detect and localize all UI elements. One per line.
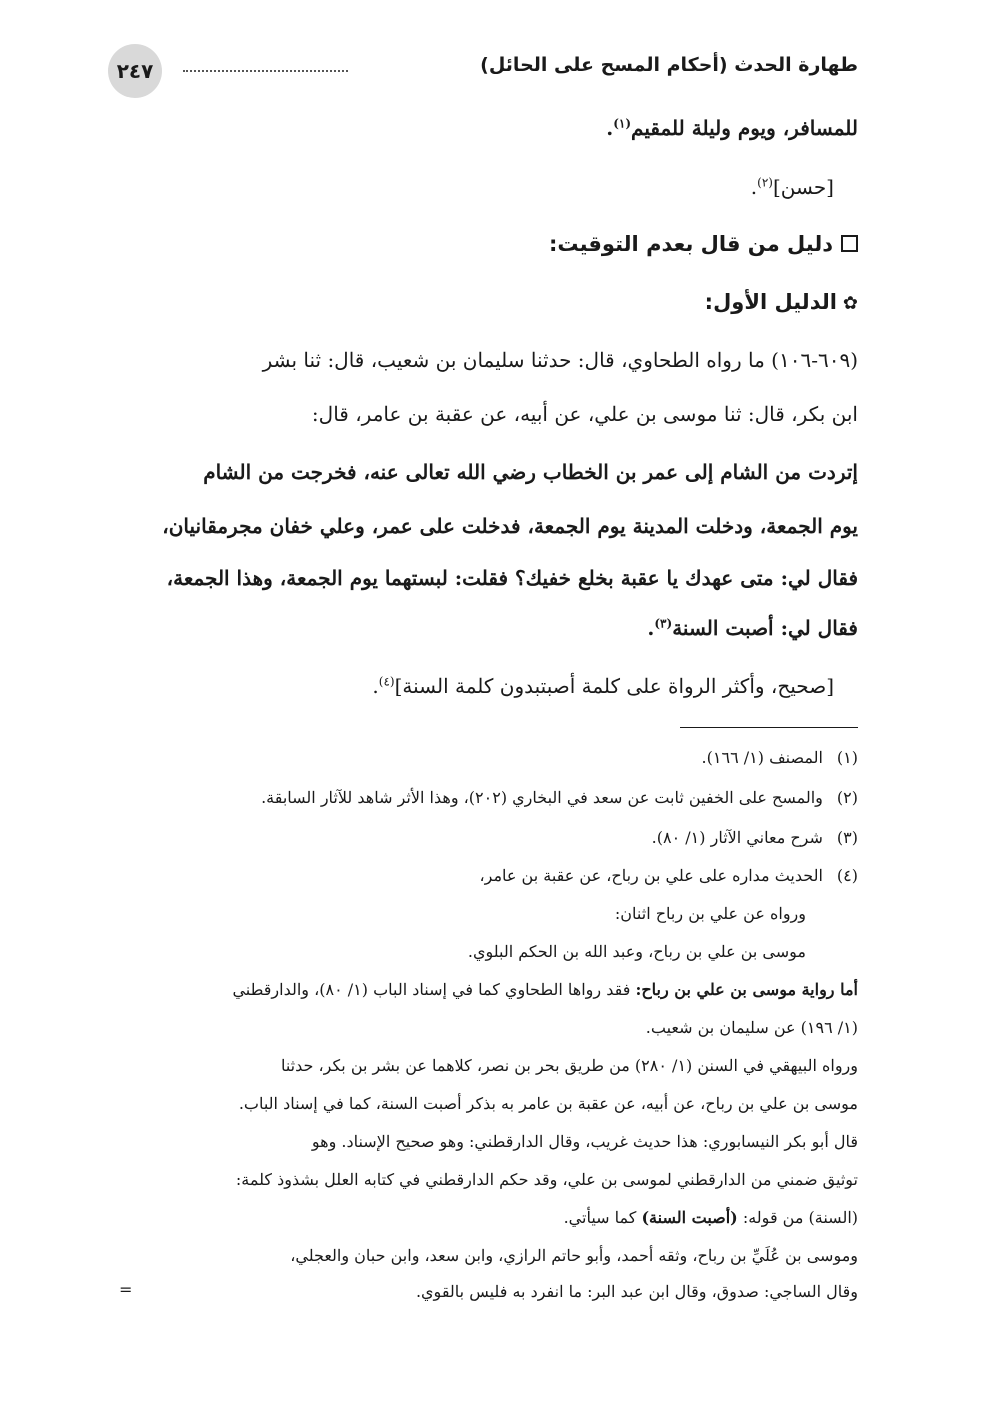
- footnote-line: موسى بن علي بن رباح، عن أبيه، عن عقبة بن عامر به بذكر أصبت السنة، كما في إسناد الباب.: [238, 1094, 858, 1113]
- footnote-line: أما رواية موسى بن علي بن رباح: فقد رواها الطحاوي كما في إسناد الباب (١/ ٨٠)، والدارقطني: [232, 980, 858, 999]
- text-line: [حسن]$^{(٢)}$.: [750, 175, 834, 199]
- footnote-line: موسى بن علي بن رباح، وعبد الله بن الحكم البلوي.: [467, 942, 806, 961]
- footnote-line: قال أبو بكر النيسابوري: هذا حديث غريب، وقال الدارقطني: وهو صحيح الإسناد. وهو: [311, 1132, 858, 1151]
- footnote-line: (السنة) من قوله: (أصبت السنة) كما سيأتي.: [563, 1208, 858, 1227]
- footnote-line: وموسى بن عُلَيِّ بن رباح، وثقه أحمد، وأبو حاتم الرازي، وابن سعد، وابن حبان والعجلي،: [290, 1246, 858, 1265]
- footnote-ref[interactable]: (٣): [654, 616, 673, 631]
- header-divider: [183, 70, 348, 72]
- text-line: (٦٠٩-١٠٦) ما رواه الطحاوي، قال: حدثنا سليمان بن شعيب، قال: ثنا بشر: [262, 348, 858, 372]
- section-heading: دليل من قال بعدم التوقيت:: [118, 232, 858, 256]
- header-title: طهارة الحدث (أحكام المسح على الحائل): [480, 54, 858, 76]
- footnote-separator: [680, 727, 858, 728]
- subsection-heading: ✿الدليل الأول:: [704, 290, 858, 314]
- footnote-ref[interactable]: (١): [613, 116, 632, 131]
- checkbox-icon: [841, 235, 858, 252]
- ornament-icon: ✿: [842, 293, 858, 314]
- footnote-ref[interactable]: (٤): [378, 674, 395, 689]
- footnote: (٣) شرح معاني الآثار (١/ ٨٠).: [651, 828, 858, 847]
- text-line: للمسافر، ويوم وليلة للمقيم$^{(١)}$.: [606, 116, 858, 140]
- text-line: ابن بكر، قال: ثنا موسى بن علي، عن أبيه، عن عقبة بن عامر، قال:: [311, 402, 858, 426]
- footnote-line: وقال الساجي: صدوق، وقال ابن عبد البر: ما انفرد به فليس بالقوي.: [415, 1282, 858, 1301]
- footnote-line: (١/ ١٩٦) عن سليمان بن شعيب.: [645, 1018, 858, 1037]
- hadith-line: فقال لي: متى عهدك يا عقبة بخلع خفيك؟ فقلت: لبستهما يوم الجمعة، وهذا الجمعة،: [166, 566, 858, 590]
- footnote: (١) المصنف (١/ ١٦٦).: [701, 748, 858, 767]
- hadith-line: يوم الجمعة، ودخلت المدينة يوم الجمعة، فدخلت على عمر، وعلي خفان مجرمقانيان،: [162, 514, 858, 538]
- footnote: (٢) والمسح على الخفين ثابت عن سعد في البخاري (٢٠٢)، وهذا الأثر شاهد للآثار السابقة.: [261, 788, 858, 807]
- footnote-ref[interactable]: (٢): [757, 175, 773, 190]
- continuation-mark: =: [119, 1280, 133, 1299]
- running-header: [108, 44, 858, 96]
- page-number: ٢٤٧: [108, 44, 162, 98]
- footnote-line: ورواه عن علي بن رباح اثنان:: [614, 904, 806, 923]
- footnote: (٤) الحديث مداره على علي بن رباح، عن عقبة بن عامر،: [479, 866, 858, 885]
- hadith-line: فقال لي: أصبت السنة$^{(٣)}$.: [647, 616, 858, 640]
- footnote-line: ورواه البيهقي في السنن (١/ ٢٨٠) من طريق بحر بن نصر، كلاهما عن بشر بن بكر، حدثنا: [280, 1056, 858, 1075]
- grade-line: [صحيح، وأكثر الرواة على كلمة أصبتبدون كلمة السنة]$^{(٤)}$.: [372, 674, 834, 698]
- hadith-line: إتردت من الشام إلى عمر بن الخطاب رضي الله تعالى عنه، فخرجت من الشام: [203, 460, 858, 484]
- footnote-line: توثيق ضمني من الدارقطني لموسى بن علي، وقد حكم الدارقطني في كتابه العلل بشذوذ كلمة:: [235, 1170, 858, 1189]
